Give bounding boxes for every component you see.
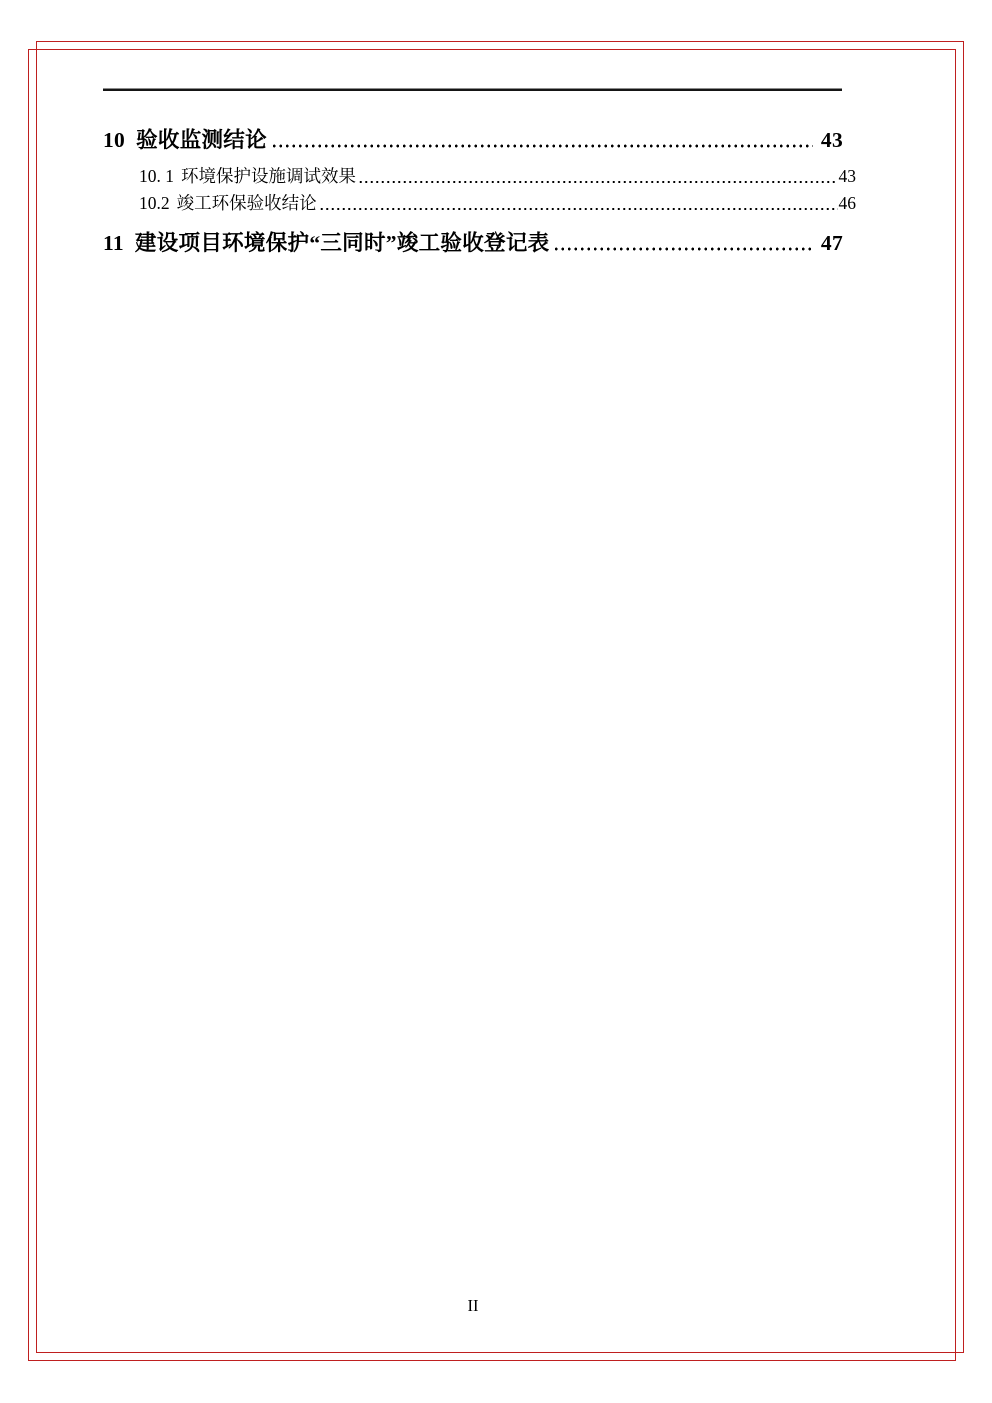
toc-entry-page: 47 — [820, 231, 843, 255]
toc-entry-title: 验收监测结论 — [136, 128, 267, 152]
toc-entry[interactable] — [139, 163, 856, 190]
dot-leader — [553, 230, 812, 257]
toc-entry-number: 10.2 — [139, 193, 170, 213]
toc-entry-page: 46 — [838, 193, 856, 213]
table-of-contents — [103, 127, 856, 257]
toc-entry-title: 建设项目环境保护“三同时”竣工验收登记表 — [134, 231, 550, 255]
toc-entry-number: 11 — [103, 231, 124, 255]
page-number: II — [467, 1296, 479, 1315]
dot-leader — [358, 163, 838, 190]
toc-entry-number: 10 — [103, 128, 126, 152]
toc-entry[interactable] — [139, 190, 856, 217]
dot-leader — [271, 127, 813, 154]
toc-entry-page: 43 — [820, 128, 843, 152]
toc-entry-title: 竣工环保验收结论 — [176, 193, 317, 213]
toc-entry[interactable] — [103, 127, 843, 154]
dot-leader — [319, 190, 838, 217]
toc-entry-number: 10. 1 — [139, 166, 174, 186]
header-rule — [103, 88, 842, 91]
toc-entry-page: 43 — [838, 166, 856, 186]
toc-entry-title: 环境保护设施调试效果 — [181, 166, 356, 186]
toc-entry[interactable] — [103, 230, 843, 257]
